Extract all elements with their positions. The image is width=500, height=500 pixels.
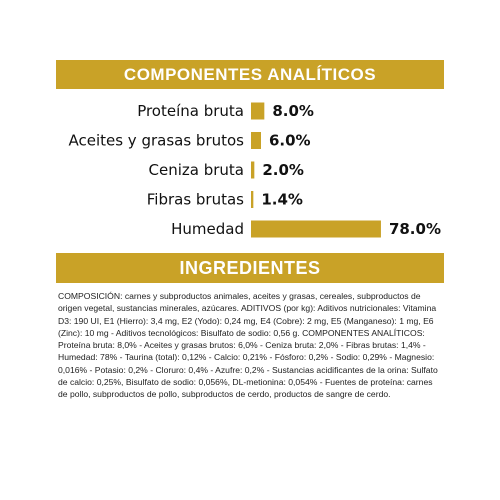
analytic-components-title: COMPONENTES ANALÍTICOS: [123, 64, 377, 84]
analytic-bar-chart: [0, 90, 500, 240]
value-label: 78.0%: [388, 220, 441, 238]
value-label: 1.4%: [261, 190, 303, 209]
category-label: Aceites y grasas brutos: [68, 131, 244, 150]
ingredients-title: INGREDIENTES: [179, 257, 321, 278]
category-label: Ceniza bruta: [148, 161, 244, 179]
bar: [251, 103, 264, 120]
value-label: 6.0%: [268, 131, 311, 150]
bar: [251, 132, 261, 149]
bar: [251, 191, 253, 208]
value-label: 2.0%: [262, 161, 304, 179]
category-label: Proteína bruta: [137, 102, 244, 120]
ingredients-banner: [56, 253, 444, 283]
analytic-components-banner: [56, 60, 444, 89]
category-label: Humedad: [171, 220, 244, 238]
category-label: Fibras brutas: [146, 190, 244, 209]
value-label: 8.0%: [272, 102, 314, 120]
ingredients-text: COMPOSICIÓN: carnes y subproductos animales, aceites y grasas, cereales, subproductos de origen vegetal, sustancias minerales, azúcares. ADITIVOS (por kg): Aditivos nutricionales: Vitamina D3: 190 UI, E1 (Hierro): 3,4 mg, E2 (Yodo): 0,24 mg, E4 (Cobre): 2 mg, E5 (Manganeso): 1 mg, E6 (Zinc): 10 mg - Aditivos tecnológicos: Bisulfato de sodio: 0,56 g. COMPONENTES ANALÍTICOS: Proteína bruta: 8,0% - Aceites y grasas brutos: 6,0% - Ceniza bruta: 2,0% - Fibras brutas: 1,4% - Humedad: 78% - Taurina (total): 0,12% - Calcio: 0,21% - Fósforo: 0,2% - Sodio: 0,29% - Magnesio: 0,016% - Potasio: 0,2% - Cloruro: 0,4% - Azufre: 0,2% - Sustancias acidificantes de la orina: Sulfato de calcio: 0,25%, Bisulfato de sodio: 0,056%, DL-metionina: 0,054% - Fuentes de proteína: carnes de pollo, subproductos de pollo, subproductos de cerdo, productos de sangre de cerdo.: [58, 291, 438, 400]
bar: [251, 221, 381, 238]
bar: [251, 162, 254, 179]
